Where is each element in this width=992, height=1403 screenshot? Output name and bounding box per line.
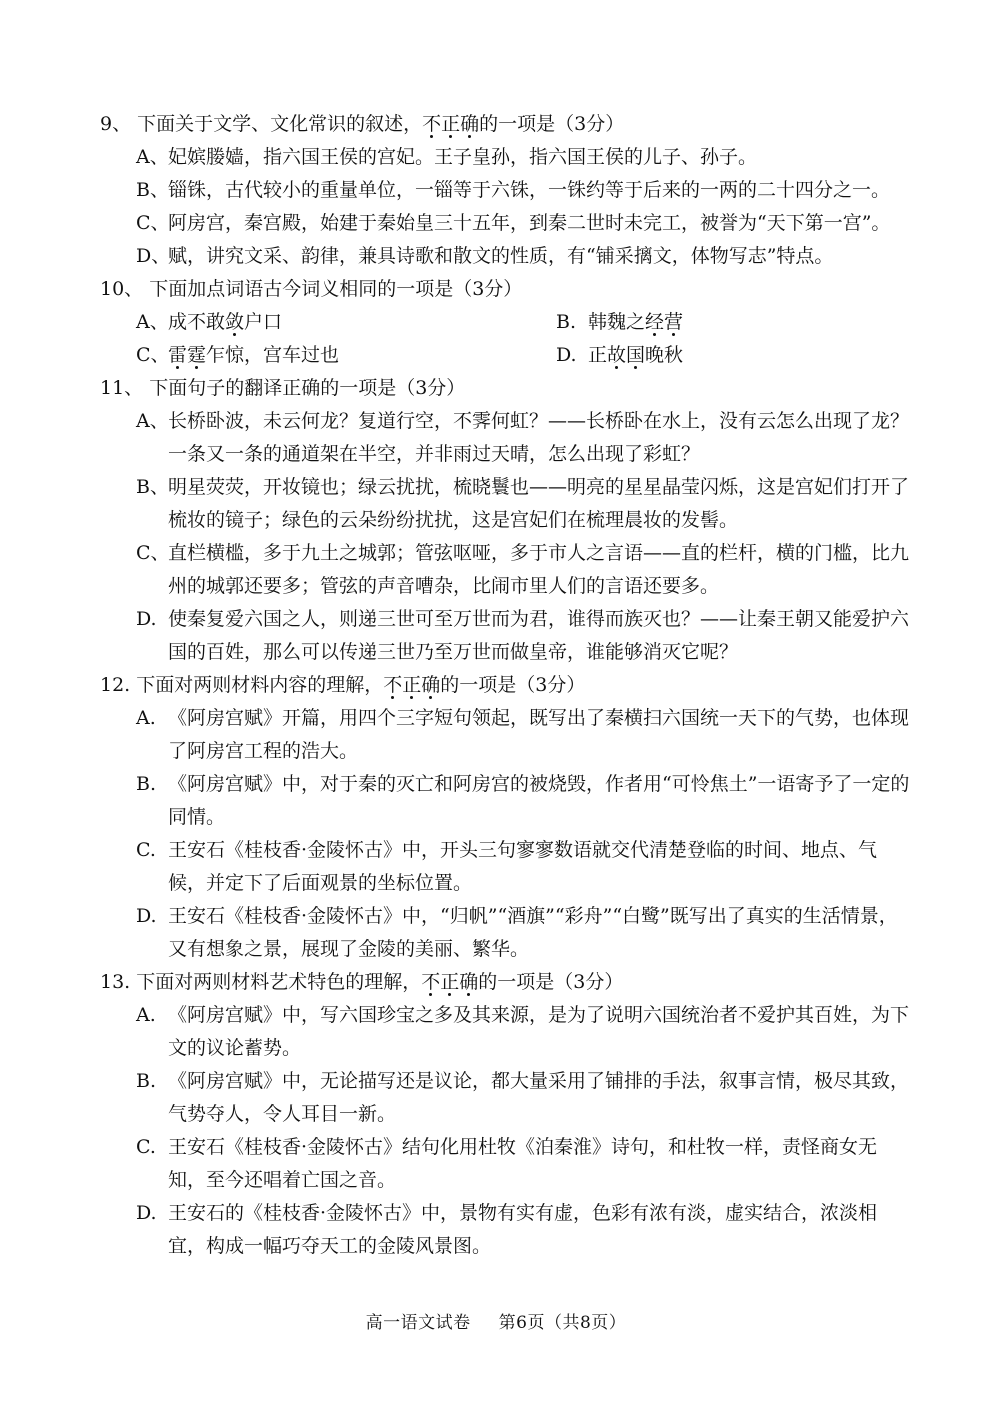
page-number: 第6页（共8页） <box>498 1313 627 1333</box>
question-stem: 9、 下面关于文学、文化常识的叙述，不正确的一项是（3分） <box>100 108 912 141</box>
page-footer <box>0 1308 992 1333</box>
option-a: A、 长桥卧波，未云何龙？复道行空，不霁何虹？——长桥卧在水上，没有云怎么出现了龙？一条又一条的通道架在半空，并非雨过天晴，怎么出现了彩虹？ <box>136 410 910 465</box>
question-10 <box>100 273 912 372</box>
question-stem: 12. 下面对两则材料内容的理解，不正确的一项是（3分） <box>100 669 912 702</box>
dotted-char: 不 <box>421 971 441 993</box>
option-d: D. 王安石《桂枝香·金陵怀古》中，“归帆”“酒旗”“彩舟”“白鹭”既写出了真实的生活情景，又有想象之景，展现了金陵的美丽、繁华。 <box>136 905 898 960</box>
option-a: A、成不敢敛户口 <box>136 311 283 333</box>
option-c: C. 王安石《桂枝香·金陵怀古》结句化用杜牧《泊秦淮》诗句，和杜牧一样，责怪商女无知，至今还唱着亡国之音。 <box>136 1136 878 1191</box>
option-a: A. 《阿房宫赋》中，写六国珍宝之多及其来源，是为了说明六国统治者不爱护其百姓，为下文的议论蓄势。 <box>136 1004 910 1059</box>
option-d: D. 正故国晚秋 <box>556 344 684 366</box>
option-b: B. 《阿房宫赋》中，对于秦的灭亡和阿房宫的被烧毁，作者用“可怜焦土”一语寄予了一定的同情。 <box>136 773 910 828</box>
dotted-char: 故 <box>607 344 627 366</box>
question-number: 10、 <box>100 278 144 300</box>
option-row <box>100 339 912 372</box>
option-b: B. 《阿房宫赋》中，无论描写还是议论，都大量采用了铺排的手法，叙事言情，极尽其致，气势夺人，令人耳目一新。 <box>136 1070 910 1125</box>
option-c: C、雷霆乍惊，宫车过也 <box>136 344 340 366</box>
question-number: 9、 <box>100 113 132 135</box>
option-c: C、 直栏横槛，多于九土之城郭；管弦呕哑，多于市人之言语——直的栏杆，横的门槛，比九州的城郭还要多；管弦的声音嘈杂，比闹市里人们的言语还要多。 <box>136 542 910 597</box>
option-a: A、妃嫔媵嫱，指六国王侯的宫妃。王子皇孙，指六国王侯的儿子、孙子。 <box>136 146 758 168</box>
dotted-char: 经 <box>645 311 665 333</box>
dotted-char: 正 <box>440 971 460 993</box>
question-stem: 10、 下面加点词语古今词义相同的一项是（3分） <box>100 273 912 306</box>
option-a: A. 《阿房宫赋》开篇，用四个三字短句领起，既写出了秦横扫六国统一天下的气势，也体现了阿房宫工程的浩大。 <box>136 707 910 762</box>
question-9 <box>100 108 912 273</box>
question-stem: 13. 下面对两则材料艺术特色的理解，不正确的一项是（3分） <box>100 966 912 999</box>
option-b: B. 韩魏之经营 <box>556 311 684 333</box>
dotted-char: 正 <box>402 674 422 696</box>
dotted-char: 雷 <box>168 344 188 366</box>
option-c: C. 王安石《桂枝香·金陵怀古》中，开头三句寥寥数语就交代清楚登临的时间、地点、气候，并定下了后面观景的坐标位置。 <box>136 839 878 894</box>
dotted-char: 国 <box>626 344 646 366</box>
dotted-char: 营 <box>664 311 684 333</box>
option-d: D. 王安石的《桂枝香·金陵怀古》中，景物有实有虚，色彩有浓有淡，虚实结合，浓淡相宜，构成一幅巧夺天工的金陵风景图。 <box>136 1202 878 1257</box>
question-13 <box>100 966 912 1263</box>
dotted-char: 确 <box>459 971 479 993</box>
option-d: D、赋，讲究文采、韵律，兼具诗歌和散文的性质，有“铺采摛文，体物写志”特点。 <box>136 245 834 267</box>
option-b: B、 明星荧荧，开妆镜也；绿云扰扰，梳晓鬟也——明亮的星星晶莹闪烁，这是宫妃们打开了梳妆的镜子；绿色的云朵纷纷扰扰，这是宫妃们在梳理晨妆的发髻。 <box>136 476 910 531</box>
option-d: D. 使秦复爱六国之人，则递三世可至万世而为君，谁得而族灭也？——让秦王朝又能爱护六国的百姓，那么可以传递三世乃至万世而做皇帝，谁能够消灭它呢？ <box>136 608 910 663</box>
option-row <box>100 306 912 339</box>
dotted-char: 敛 <box>225 311 245 333</box>
emphasis-dotted <box>421 971 478 993</box>
option-c: C、阿房宫，秦宫殿，始建于秦始皇三十五年，到秦二世时未完工，被誉为“天下第一宫”。 <box>136 212 891 234</box>
dotted-char: 确 <box>421 674 441 696</box>
emphasis-dotted <box>383 674 440 696</box>
emphasis-dotted <box>422 113 479 135</box>
dotted-char: 不 <box>422 113 442 135</box>
question-stem: 11、 下面句子的翻译正确的一项是（3分） <box>100 372 912 405</box>
dotted-char: 不 <box>383 674 403 696</box>
dotted-char: 确 <box>460 113 480 135</box>
question-11 <box>100 372 912 669</box>
dotted-char: 霆 <box>187 344 207 366</box>
question-number: 12. <box>100 674 131 696</box>
option-b: B、锱铢，古代较小的重量单位，一锱等于六铢，一铢约等于后来的一两的二十四分之一。 <box>136 179 891 201</box>
dotted-char: 正 <box>441 113 461 135</box>
question-number: 13. <box>100 971 131 993</box>
question-number: 11、 <box>100 377 144 399</box>
exam-title: 高一语文试卷 <box>365 1313 471 1333</box>
question-12 <box>100 669 912 966</box>
